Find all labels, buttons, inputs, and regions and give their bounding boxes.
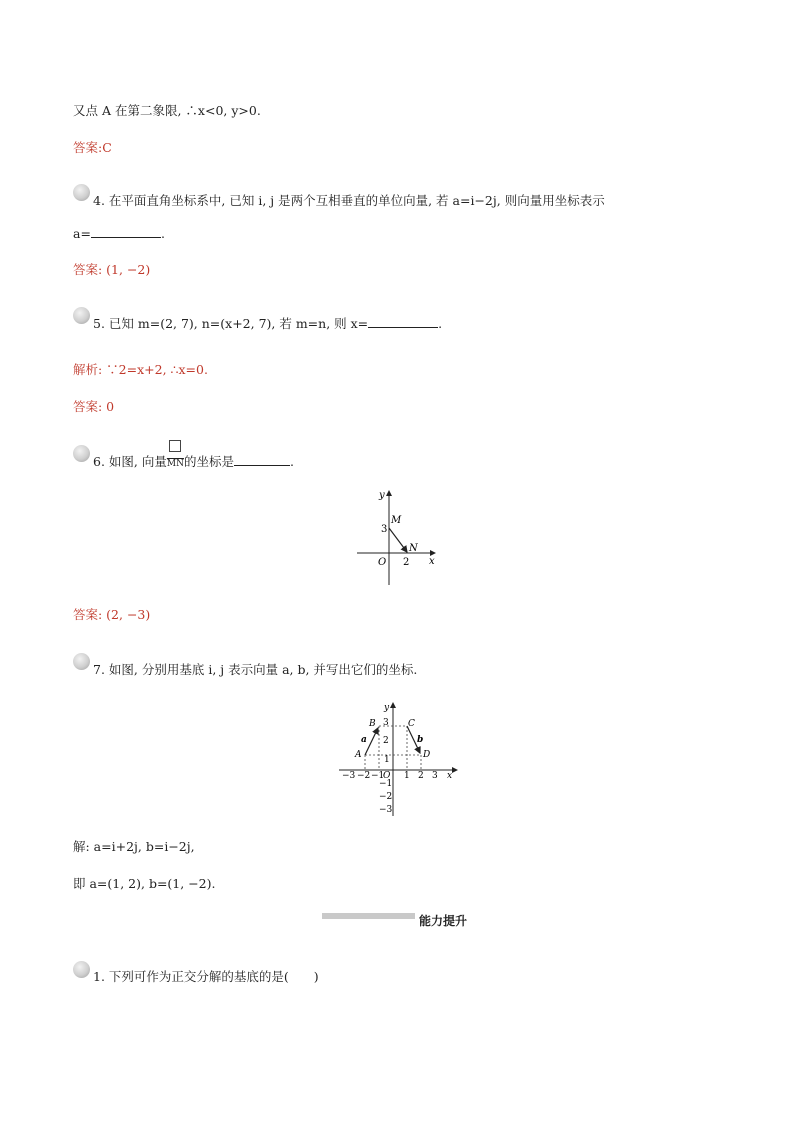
y-label: y [384,703,390,713]
y-label: y [379,490,385,501]
point-n-label: N [409,543,418,554]
vector-b-label: b [417,735,424,745]
x-label: x [429,556,435,567]
tick-3: 3 [381,524,388,535]
analysis-5: 解析: ∵2=x+2, ∴x=0. [73,362,208,377]
figure-6 [355,488,440,588]
x-tick-label: −3 [342,771,356,781]
question-6-prefix: 6. 如图, 向量 [93,454,167,469]
section-title: 能力提升 [419,914,468,928]
x-tick-label: −1 [371,771,385,781]
question-4-fill [73,225,165,241]
vector-a-arrow [365,728,378,755]
answer-blank[interactable] [234,453,290,466]
question-bullet-icon [73,307,90,324]
question-5 [93,314,442,332]
period: . [438,316,443,331]
point-a-label: A [355,750,362,760]
y-tick-label: 1 [384,755,390,765]
y-tick-label: 3 [383,718,389,728]
y-tick-label: 2 [383,736,389,746]
period: . [160,226,165,241]
point-d-label: D [423,750,431,760]
x-tick-label: 3 [432,771,438,781]
origin-label: O [378,557,387,568]
answer-prefix: a= [73,226,91,241]
figure-7 [337,700,462,818]
point-b-label: B [369,719,376,729]
answer-4: 答案: (1, −2) [73,262,151,277]
question-4: 4. 在平面直角坐标系中, 已知 i, j 是两个互相垂直的单位向量, 若 a=i−2j, 则向量用坐标表示 [93,193,605,208]
answer-label: 答案:C [73,140,112,155]
answer-5: 答案: 0 [73,399,115,414]
solution-7-line2: 即 a=(1, 2), b=(1, −2). [73,876,216,891]
y-tick-label: −1 [379,779,393,789]
question-bullet-icon [73,184,90,201]
origin-label: O [383,771,391,781]
point-m-label: M [391,515,402,526]
point-c-label: C [408,719,415,729]
y-tick-label: −3 [379,805,393,815]
question-bullet-icon [73,961,90,978]
x-label: x [447,771,453,781]
x-tick-label: 1 [404,771,410,781]
vector-box-icon [169,440,181,452]
next-question: 1. 下列可作为正交分解的基底的是( ) [93,969,319,984]
x-tick-label: 2 [418,771,424,781]
question-6-suffix: 的坐标是 [183,454,234,469]
question-bullet-icon [73,653,90,670]
vector-mn [167,454,184,469]
y-tick-label: −2 [379,792,393,802]
answer-6: 答案: (2, −3) [73,607,151,622]
question-5-text: 5. 已知 m=(2, 7), n=(x+2, 7), 若 m=n, 则 x= [93,316,369,331]
question-bullet-icon [73,445,90,462]
answer-blank[interactable] [91,225,161,238]
period: . [289,454,294,469]
question-7: 7. 如图, 分别用基底 i, j 表示向量 a, b, 并写出它们的坐标. [93,662,418,677]
vector-mn-arrow [389,528,407,552]
question-6 [93,452,294,470]
section-bar [322,913,415,919]
solution-7-line1: 解: a=i+2j, b=i−2j, [73,839,195,854]
x-tick-label: −2 [357,771,371,781]
vector-label: $\overline{MN}$ [166,459,184,469]
tick-2: 2 [403,557,410,568]
text-line: 又点 A 在第二象限, ∴x<0, y>0. [73,103,261,118]
vector-a-label: a [361,735,367,745]
answer-blank[interactable] [368,315,438,328]
